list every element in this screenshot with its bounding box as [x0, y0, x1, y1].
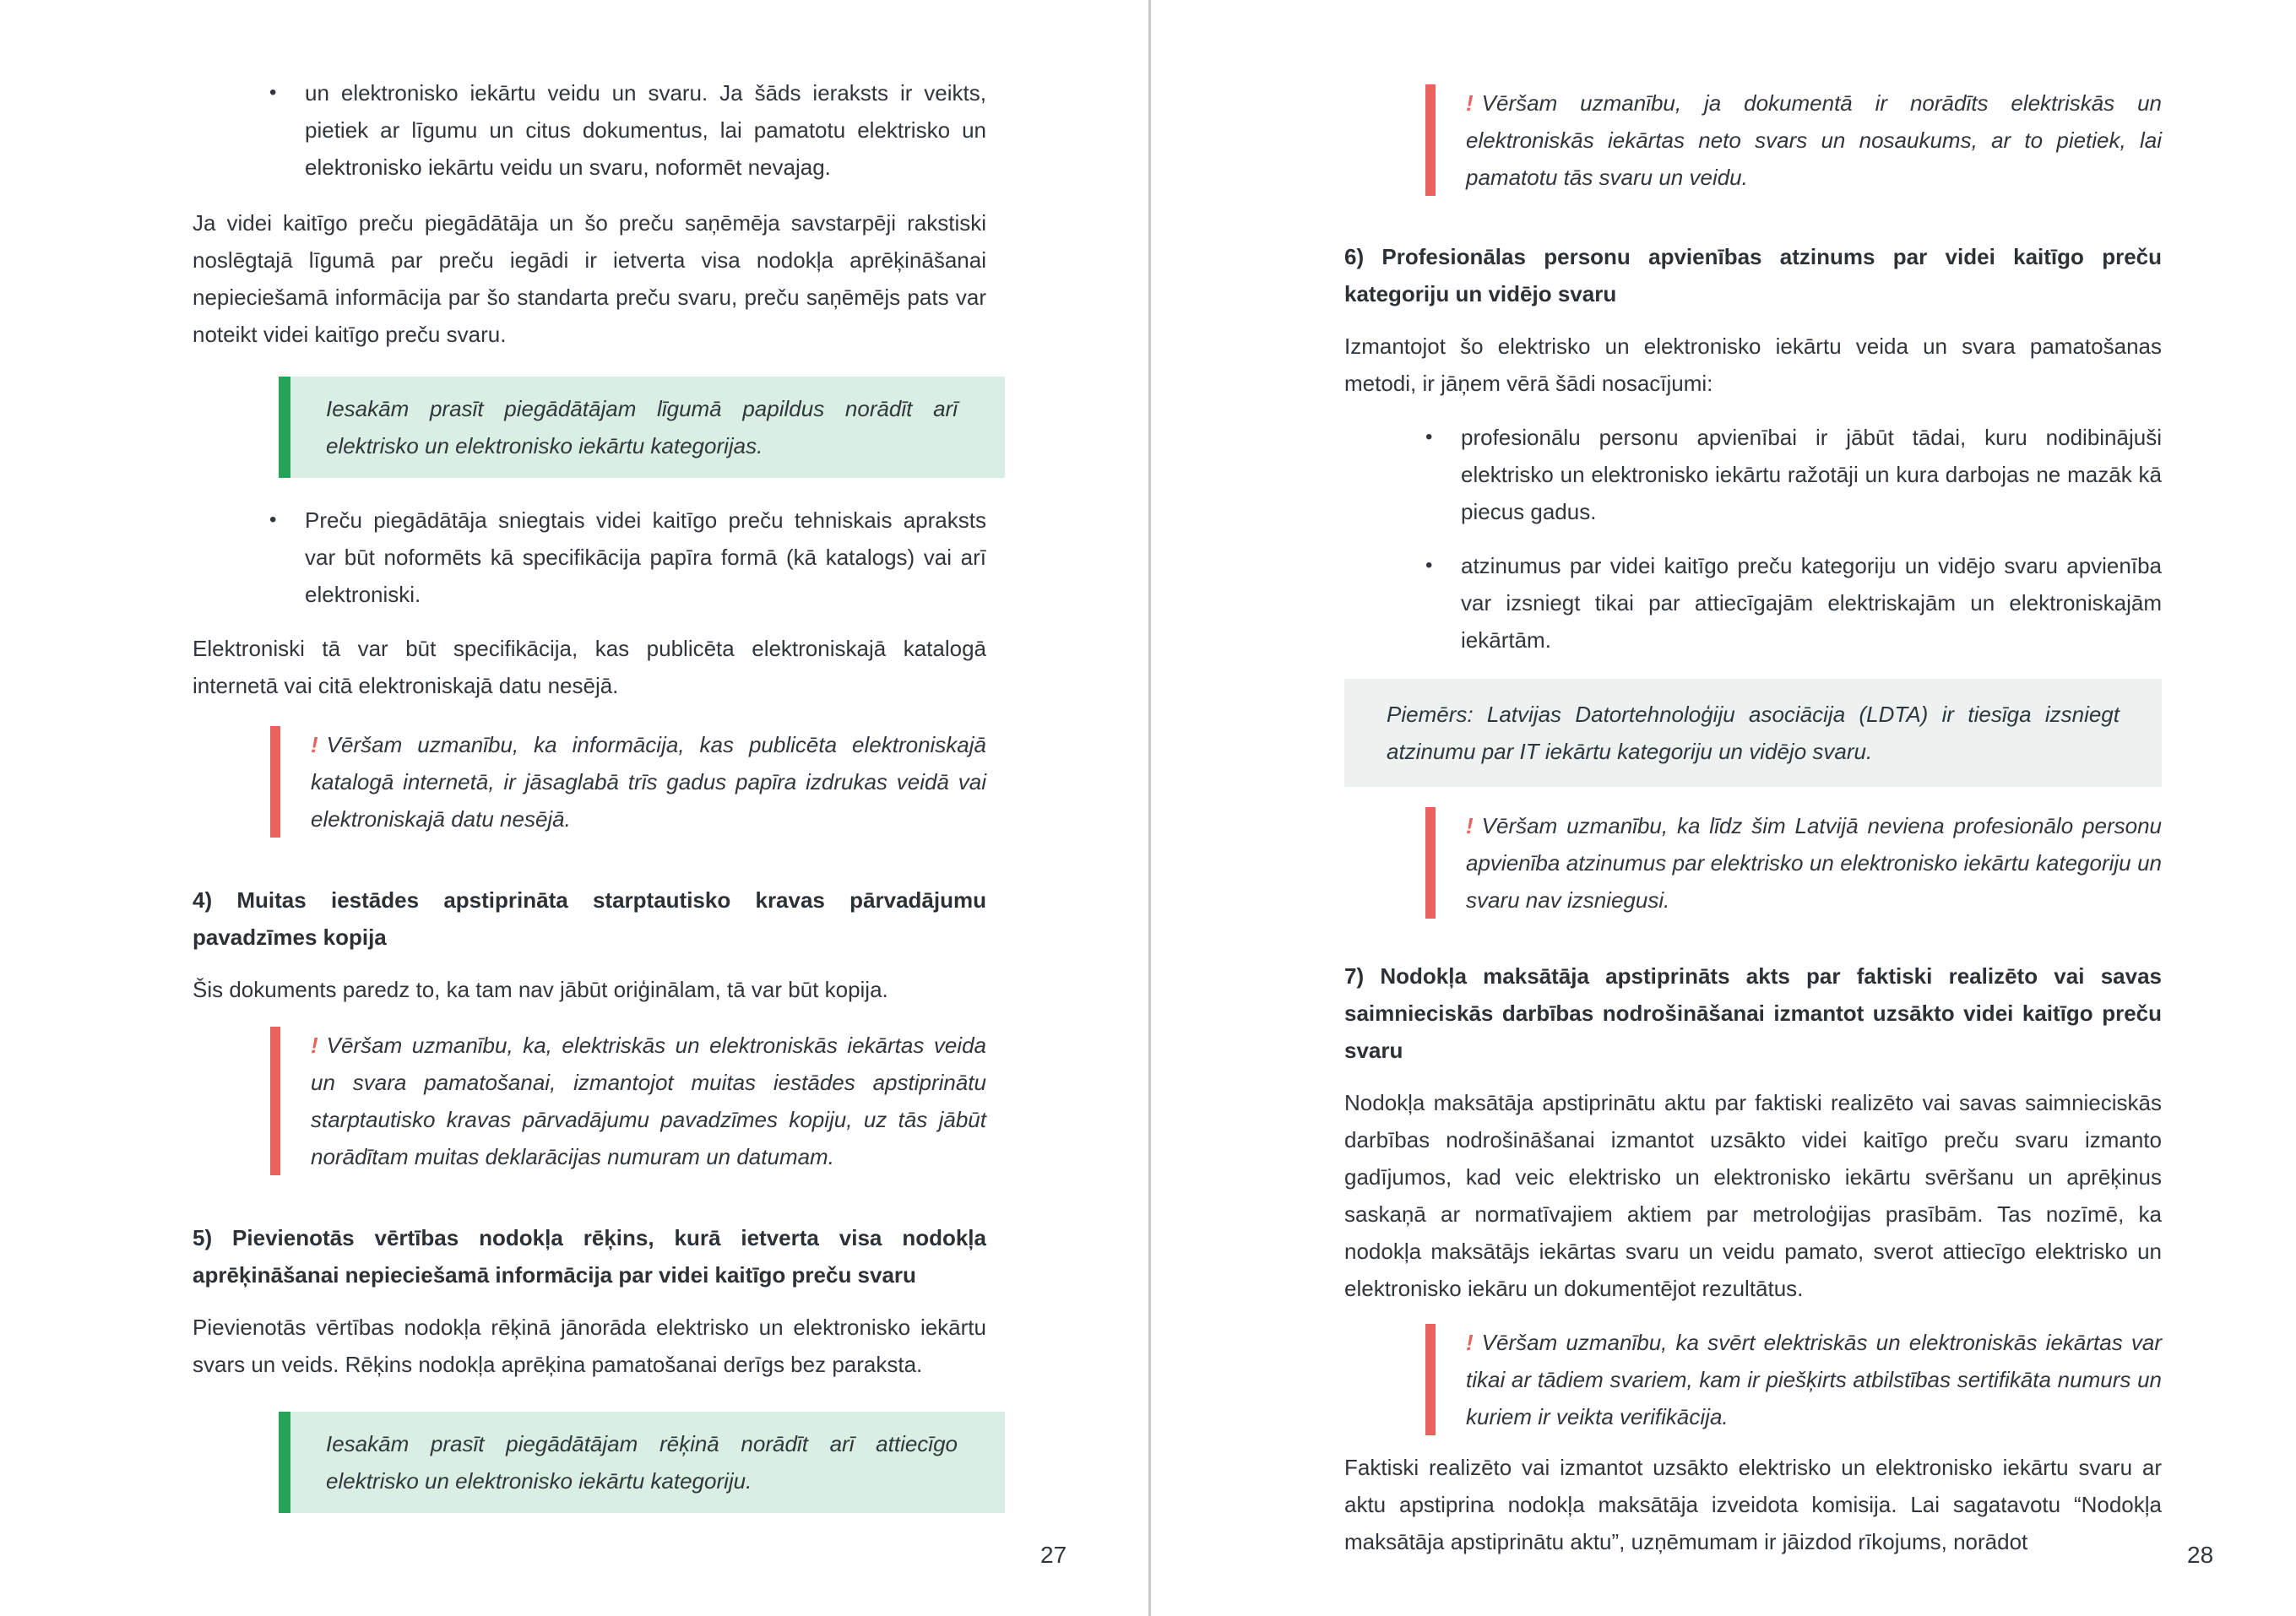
- page-left: [193, 74, 986, 1513]
- warning-body: Vēršam uzmanību, ka informācija, kas publicēta elektroniskajā katalogā internetā, ir jāsaglabā trīs gadus papīra izdrukas veidā vai elektroniskajā datu nesējā.: [311, 732, 986, 832]
- bullet-icon: •: [1425, 554, 1433, 577]
- warning-body: Vēršam uzmanību, ja dokumentā ir norādīts elektriskās un elektroniskās iekārtas neto svars un nosaukums, ar to pietiek, lai pamatotu tās svaru un veidu.: [1466, 90, 2162, 190]
- list-item: [193, 502, 986, 613]
- tip-text: Iesakām prasīt piegādātājam līgumā papildus norādīt arī elektrisko un elektronisko iekārtu kategorijas.: [326, 396, 958, 458]
- exclamation-icon: !: [311, 732, 318, 757]
- warning-text: [1436, 807, 2162, 919]
- paragraph-commission: Faktiski realizēto vai izmantot uzsākto elektrisko un elektronisko iekārtu svaru ar aktu apstiprina nodokļa maksātāja izveidota komisija. Lai sagatavotu “Nodokļa maksātāja apstiprinātu aktu”, uzņēmumam ir jāizdod rīkojums, norādot: [1344, 1455, 2162, 1554]
- exclamation-icon: !: [1466, 90, 1474, 116]
- section-heading-7: 7) Nodokļa maksātāja apstiprināts akts par faktiski realizēto vai savas saimnieciskās darbības nodrošināšanai izmantot uzsākto videi kaitīgo preču svaru: [1344, 963, 2162, 1063]
- paragraph-electronic: Elektroniski tā var būt specifikācija, kas publicēta elektroniskajā katalogā internetā vai citā elektroniskajā datu nesējā.: [193, 636, 986, 698]
- paragraph-vat: Pievienotās vērtības nodokļa rēķinā jānorāda elektrisko un elektronisko iekārtu svars un veids. Rēķins nodokļa aprēķina pamatošanai derīgs bez paraksta.: [193, 1315, 986, 1377]
- page-divider: [1148, 0, 1151, 1616]
- page-number-left: 27: [1040, 1542, 1067, 1568]
- list-item: [1344, 419, 2162, 530]
- section-heading-4: 4) Muitas iestādes apstiprināta starptautisko kravas pārvadājumu pavadzīmes kopija: [193, 887, 986, 950]
- warning-text: [280, 726, 986, 838]
- warning-text: [1436, 84, 2162, 196]
- tip-box-contract: [279, 377, 1005, 478]
- warning-body: Vēršam uzmanību, ka līdz šim Latvijā neviena profesionālo personu apvienība atzinumus par elektrisko un elektronisko iekārtu kategoriju un svaru nav izsniegusi.: [1466, 813, 2162, 913]
- warning-bar: [1425, 807, 1436, 919]
- exclamation-icon: !: [1466, 1330, 1474, 1355]
- paragraph-act: Nodokļa maksātāja apstiprinātu aktu par faktiski realizēto vai savas saimnieciskās darbības nodrošināšanai izmantot uzsākto videi kaitīgo preču svaru izmanto gadījumos, kad veic elektrisko un elektronisko iekārtu svēršanu un aprēķinus saskaņā ar normatīvajiem aktiem par metroloģijas prasībām. Tas nozīmē, ka nodokļa maksātājs iekārtas svaru un veidu pamato, sverot attiecīgo elektrisko un elektronisko iekāru un dokumentējot rezultātus.: [1344, 1090, 2162, 1301]
- section-heading-5: 5) Pievienotās vērtības nodokļa rēķins, kurā ietverta visa nodokļa aprēķināšanai nepieciešamā informācija par videi kaitīgo preču svaru: [193, 1225, 986, 1288]
- exclamation-icon: !: [311, 1033, 318, 1058]
- warning-bar: [1425, 1324, 1436, 1435]
- section-heading-6: 6) Profesionālas personu apvienības atzinums par videi kaitīgo preču kategoriju un vidējo svaru: [1344, 244, 2162, 306]
- warning-note-catalog: [270, 726, 986, 838]
- page-number-right: 28: [2187, 1542, 2214, 1568]
- paragraph-intro: Ja videi kaitīgo preču piegādātāja un šo preču saņēmēja savstarpēji rakstiski noslēgtajā līgumā par preču iegādi ir ietverta visa nodokļa aprēķināšanai nepieciešamā informācija par šo standarta preču svaru, preču saņēmējs pats var noteikt videi kaitīgo preču svaru.: [193, 210, 986, 347]
- warning-body: Vēršam uzmanību, ka svērt elektriskās un elektroniskās iekārtas var tikai ar tādiem svariem, kam ir piešķirts atbilstības sertifikāta numurs un kuriem ir veikta verifikācija.: [1466, 1330, 2162, 1429]
- bullet-text: atzinumus par videi kaitīgo preču kategoriju un vidējo svaru apvienība var izsniegt tikai par attiecīgajām elektriskajām un elektroniskajām iekārtām.: [1461, 553, 2162, 653]
- warning-note-noopinions: [1425, 807, 2162, 919]
- bullet-icon: •: [269, 81, 277, 104]
- example-box-ldta: [1344, 679, 2162, 787]
- bullet-text: Preču piegādātāja sniegtais videi kaitīgo preču tehniskais apraksts var būt noformēts kā specifikācija papīra formā (kā katalogs) vai arī elektroniski.: [305, 507, 986, 607]
- page-right: [1344, 84, 2162, 1560]
- exclamation-icon: !: [1466, 813, 1474, 838]
- bullet-text: profesionālu personu apvienībai ir jābūt tādai, kuru nodibinājuši elektrisko un elektronisko iekārtu ražotāji un kura darbojas ne mazāk kā piecus gadus.: [1461, 425, 2162, 524]
- warning-note-customs: [270, 1027, 986, 1175]
- warning-body: Vēršam uzmanību, ka, elektriskās un elektroniskās iekārtas veida un svara pamatošanai, izmantojot muitas iestādes apstiprinātu starptautisko kravas pārvadājumu pavadzīmes kopiju, uz tās jābūt norādītam muitas deklarācijas numuram un datumam.: [311, 1033, 986, 1169]
- paragraph-customs: Šis dokuments paredz to, ka tam nav jābūt oriģinālam, tā var būt kopija.: [193, 977, 888, 1002]
- list-item: [1344, 547, 2162, 659]
- bullet-text: un elektronisko iekārtu veidu un svaru. Ja šāds ieraksts ir veikts, pietiek ar līgumu un citus dokumentus, lai pamatotu elektrisko un elektronisko iekārtu veidu un svaru, noformēt nevajag.: [305, 80, 986, 180]
- warning-bar: [270, 726, 280, 838]
- warning-note-netweight: [1425, 84, 2162, 196]
- example-text: Piemērs: Latvijas Datortehnoloģiju asociācija (LDTA) ir tiesīga izsniegt atzinumu par IT iekārtu kategoriju un vidējo svaru.: [1387, 702, 2120, 764]
- warning-text: [280, 1027, 986, 1175]
- bullet-icon: •: [1425, 426, 1433, 448]
- tip-box-invoice: [279, 1412, 1005, 1513]
- warning-bar: [1425, 84, 1436, 196]
- warning-bar: [270, 1027, 280, 1175]
- bullet-icon: •: [269, 508, 277, 531]
- paragraph-conditions: Izmantojot šo elektrisko un elektronisko iekārtu veida un svara pamatošanas metodi, ir jāņem vērā šādi nosacījumi:: [1344, 334, 2162, 396]
- warning-text: [1436, 1324, 2162, 1435]
- warning-note-scales: [1425, 1324, 2162, 1435]
- tip-text: Iesakām prasīt piegādātājam rēķinā norādīt arī attiecīgo elektrisko un elektronisko iekārtu kategoriju.: [326, 1431, 958, 1494]
- list-item: [193, 74, 986, 186]
